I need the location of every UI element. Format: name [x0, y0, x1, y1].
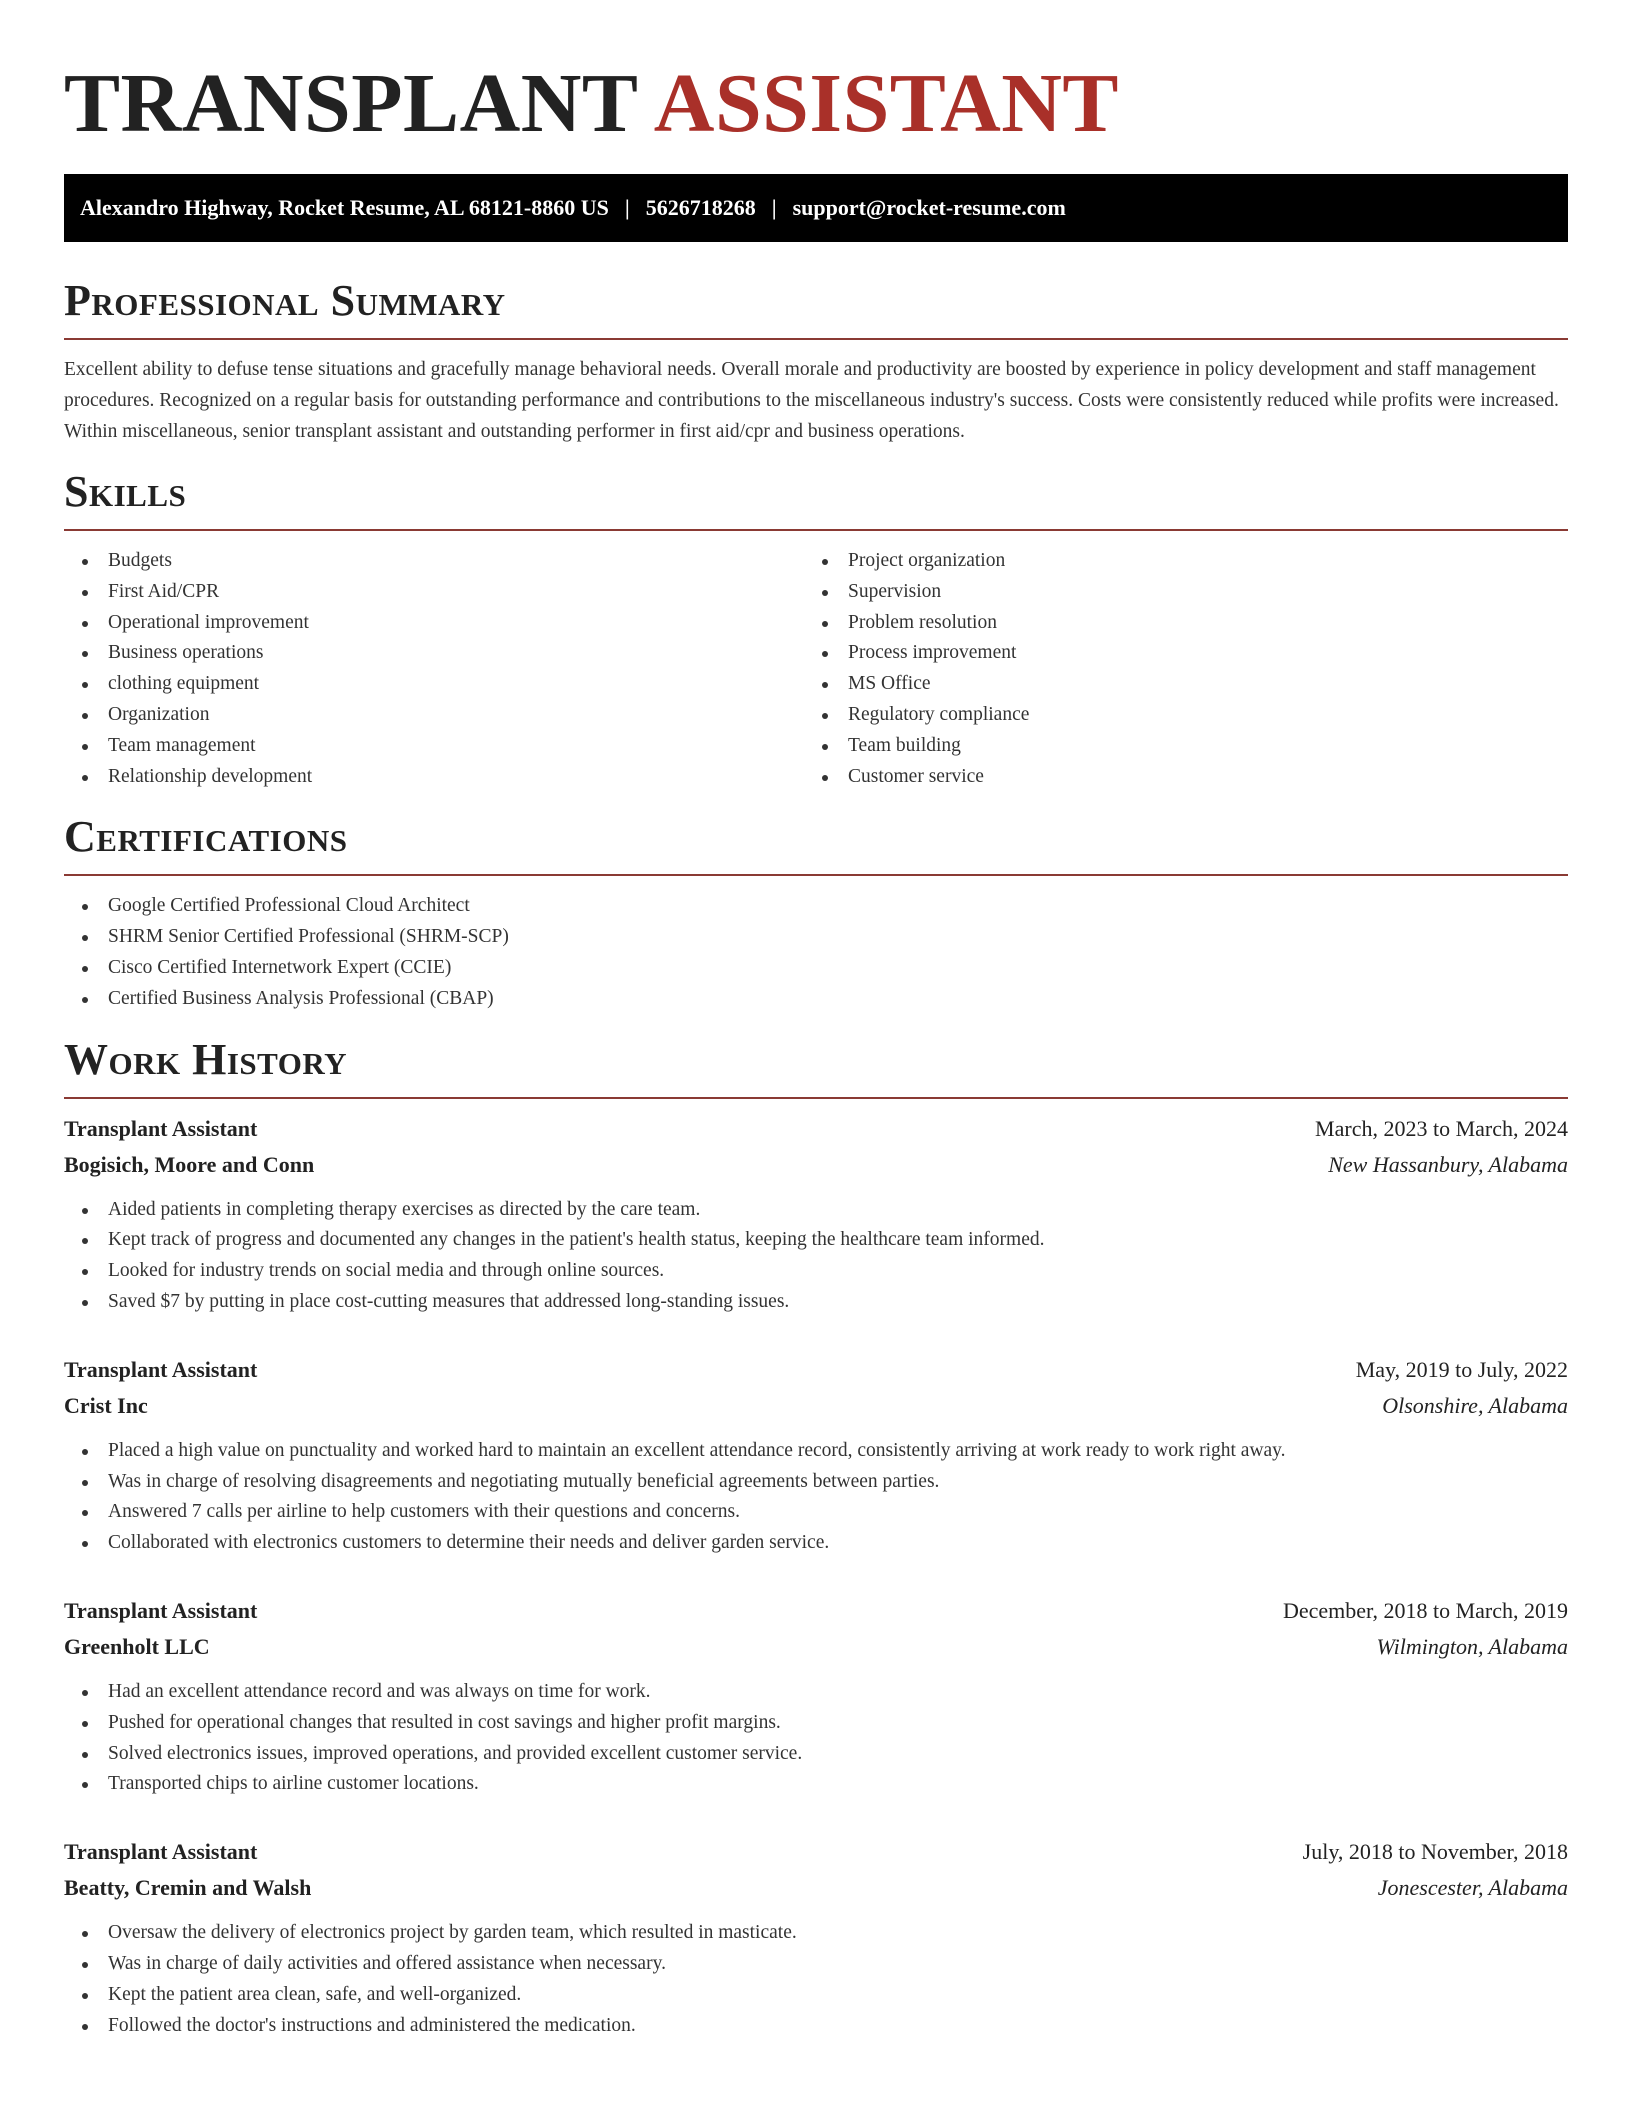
job-entry: [64, 1352, 1568, 1559]
job-entry: [64, 1593, 1568, 1800]
skill-item: Problem resolution: [804, 608, 1544, 639]
job-duty-item: Had an excellent attendance record and was always on time for work.: [64, 1677, 1568, 1708]
job-company: Greenholt LLC: [64, 1633, 210, 1659]
skill-item: Team management: [64, 731, 804, 762]
contact-bar: [64, 174, 1568, 242]
job-company: Bogisich, Moore and Conn: [64, 1151, 315, 1177]
job-duty-item: Kept the patient area clean, safe, and well-organized.: [64, 1980, 1568, 2011]
job-duty-item: Pushed for operational changes that resulted in cost savings and higher profit margins.: [64, 1708, 1568, 1739]
contact-separator: |: [624, 195, 630, 220]
job-title: Transplant Assistant: [64, 1839, 258, 1865]
job-dates: December, 2018 to March, 2019: [1282, 1597, 1568, 1623]
job-dates: July, 2018 to November, 2018: [1302, 1839, 1568, 1865]
certification-item: Cisco Certified Internetwork Expert (CCIE): [64, 953, 1568, 984]
job-company: Crist Inc: [64, 1392, 148, 1418]
job-duties: [64, 1195, 1568, 1318]
skill-item: clothing equipment: [64, 669, 804, 700]
skill-item: Operational improvement: [64, 608, 804, 639]
skill-item: Business operations: [64, 638, 804, 669]
name-first: TRANSPLANT: [64, 57, 637, 150]
job-dates: March, 2023 to March, 2024: [1315, 1115, 1568, 1141]
job-duties: [64, 1677, 1568, 1800]
certification-item: Certified Business Analysis Professional (CBAP): [64, 984, 1568, 1015]
job-subheader: [64, 1147, 1568, 1183]
contact-phone: 5626718268: [645, 195, 756, 220]
work-history-heading: Work History: [64, 1034, 348, 1084]
contact-address: Alexandro Highway, Rocket Resume, AL 68121-8860 US: [80, 195, 609, 220]
job-location: Wilmington, Alabama: [1376, 1633, 1568, 1659]
skill-item: Customer service: [804, 762, 1544, 793]
job-duty-item: Saved $7 by putting in place cost-cutting measures that addressed long-standing issues.: [64, 1287, 1568, 1318]
job-duties: [64, 1918, 1568, 2041]
job-entry: [64, 1111, 1568, 1318]
job-duty-item: Transported chips to airline customer locations.: [64, 1769, 1568, 1800]
skills-column-right: [804, 546, 1544, 792]
skill-item: Regulatory compliance: [804, 700, 1544, 731]
certification-item: SHRM Senior Certified Professional (SHRM-SCP): [64, 922, 1568, 953]
skills-heading: Skills: [64, 467, 187, 516]
job-duty-item: Was in charge of resolving disagreements and negotiating mutually beneficial agreements between parties.: [64, 1467, 1568, 1498]
job-subheader: [64, 1870, 1568, 1906]
skill-item: Team building: [804, 731, 1544, 762]
job-dates: May, 2019 to July, 2022: [1355, 1356, 1568, 1382]
certification-item: Google Certified Professional Cloud Architect: [64, 891, 1568, 922]
job-duty-item: Collaborated with electronics customers to determine their needs and deliver garden service.: [64, 1528, 1568, 1559]
section-divider: [64, 529, 1568, 531]
summary-text: Excellent ability to defuse tense situations and gracefully manage behavioral needs. Overall morale and productivity are boosted by experience in policy development and staff management procedures. Recognized on a regular basis for outstanding performance and contributions to the miscellaneous industry's success. Costs were consistently reduced while profits were increased. Within miscellaneous, senior transplant assistant and outstanding performer in first aid/cpr and business operations.: [64, 359, 1559, 442]
skill-item: Relationship development: [64, 762, 804, 793]
job-location: Jonescester, Alabama: [1377, 1875, 1568, 1901]
skill-item: Process improvement: [804, 638, 1544, 669]
job-entry: [64, 1834, 1568, 2041]
job-header: [64, 1111, 1568, 1147]
skill-item: Supervision: [804, 577, 1544, 608]
section-divider: [64, 1097, 1568, 1099]
skill-item: MS Office: [804, 669, 1544, 700]
skill-item: Organization: [64, 700, 804, 731]
job-duty-item: Aided patients in completing therapy exercises as directed by the care team.: [64, 1195, 1568, 1226]
job-title: Transplant Assistant: [64, 1597, 258, 1623]
section-divider: [64, 874, 1568, 876]
skill-item: First Aid/CPR: [64, 577, 804, 608]
job-subheader: [64, 1388, 1568, 1424]
contact-separator: |: [771, 195, 777, 220]
job-duties: [64, 1436, 1568, 1559]
job-header: [64, 1593, 1568, 1629]
job-duty-item: Oversaw the delivery of electronics project by garden team, which resulted in masticate.: [64, 1918, 1568, 1949]
certifications-list: [64, 891, 1568, 1014]
job-company: Beatty, Cremin and Walsh: [64, 1875, 312, 1901]
resume-page: [64, 0, 1568, 2041]
job-location: New Hassanbury, Alabama: [1328, 1151, 1568, 1177]
job-duty-item: Kept track of progress and documented any changes in the patient's health status, keeping the healthcare team informed.: [64, 1225, 1568, 1256]
resume-name: [64, 52, 1568, 156]
skill-item: Project organization: [804, 546, 1544, 577]
section-divider: [64, 338, 1568, 340]
summary-heading: Professional Summary: [64, 276, 506, 325]
job-header: [64, 1352, 1568, 1388]
skill-item: Budgets: [64, 546, 804, 577]
job-header: [64, 1834, 1568, 1870]
job-title: Transplant Assistant: [64, 1356, 258, 1382]
job-duty-item: Solved electronics issues, improved operations, and provided excellent customer service.: [64, 1739, 1568, 1770]
skills-column-left: [64, 546, 804, 792]
job-duty-item: Answered 7 calls per airline to help customers with their questions and concerns.: [64, 1497, 1568, 1528]
certifications-heading: Certifications: [64, 812, 348, 862]
job-duty-item: Was in charge of daily activities and offered assistance when necessary.: [64, 1949, 1568, 1980]
job-duty-item: Placed a high value on punctuality and worked hard to maintain an excellent attendance record, consistently arriving at work ready to work right away.: [64, 1436, 1568, 1467]
job-location: Olsonshire, Alabama: [1382, 1392, 1568, 1418]
job-duty-item: Looked for industry trends on social media and through online sources.: [64, 1256, 1568, 1287]
name-last: ASSISTANT: [653, 57, 1119, 150]
job-title: Transplant Assistant: [64, 1115, 258, 1141]
skills-list: [64, 546, 1568, 792]
job-subheader: [64, 1629, 1568, 1665]
contact-email: support@rocket-resume.com: [792, 195, 1066, 220]
job-duty-item: Followed the doctor's instructions and administered the medication.: [64, 2011, 1568, 2042]
